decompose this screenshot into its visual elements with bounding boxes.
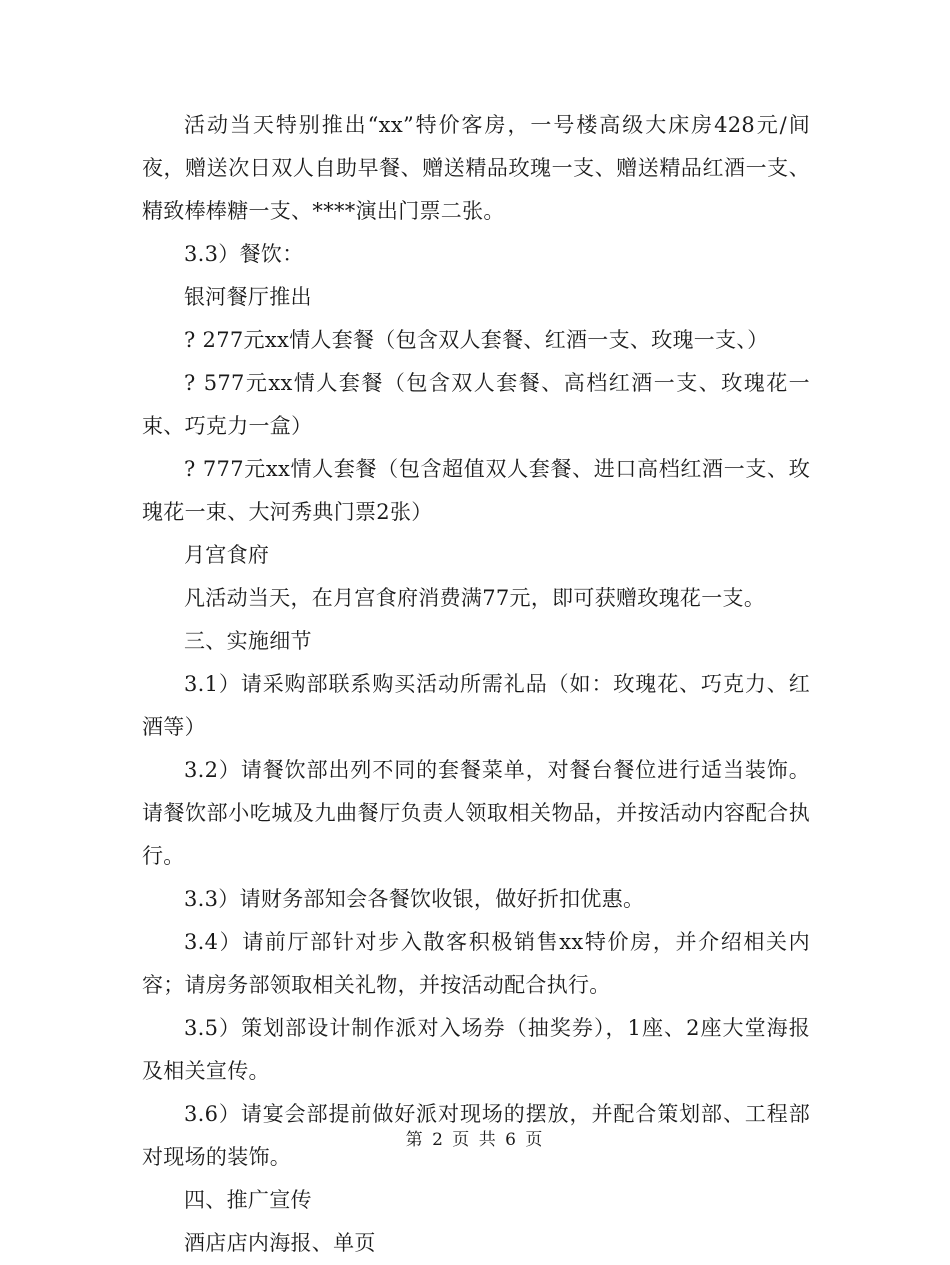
paragraph-item-3-2: 3.2）请餐饮部出列不同的套餐菜单，对餐台餐位进行适当装饰。请餐饮部小吃城及九曲餐厅负责人领取相关物品，并按活动内容配合执行。: [142, 758, 810, 868]
paragraph-package-777: ? 777元xx情人套餐（包含超值双人套餐、进口高档红酒一支、玫瑰花一束、大河秀典门票2张）: [142, 457, 810, 524]
paragraph-yuegong: 月宫食府: [184, 543, 270, 567]
paragraph-item-3-6: 3.6）请宴会部提前做好派对现场的摆放，并配合策划部、工程部对现场的装饰。: [142, 1102, 810, 1169]
page-number-footer: 第 2 页 共 6 页: [405, 1130, 545, 1150]
paragraph-promotion-materials: 酒店店内海报、单页: [184, 1231, 376, 1255]
paragraph-yinhe-restaurant: 银河餐厅推出: [184, 285, 312, 309]
section-heading-promotion: 四、推广宣传: [184, 1188, 312, 1212]
paragraph-package-277: ? 277元xx情人套餐（包含双人套餐、红酒一支、玫瑰一支、）: [184, 328, 769, 352]
paragraph-package-577: ? 577元xx情人套餐（包含双人套餐、高档红酒一支、玫瑰花一束、巧克力一盒）: [142, 371, 810, 438]
paragraph-special-rooms: 活动当天特别推出“xx”特价客房，一号楼高级大床房428元/间夜，赠送次日双人自助早餐、赠送精品玫瑰一支、赠送精品红酒一支、精致棒棒糖一支、****演出门票二张。: [142, 113, 810, 223]
paragraph-dining-heading: 3.3）餐饮：: [184, 242, 304, 266]
paragraph-item-3-5: 3.5）策划部设计制作派对入场券（抽奖券），1座、2座大堂海报及相关宣传。: [142, 1016, 810, 1083]
paragraph-yuegong-offer: 凡活动当天，在月宫食府消费满77元，即可获赠玫瑰花一支。: [184, 586, 766, 610]
paragraph-item-3-1: 3.1）请采购部联系购买活动所需礼品（如：玫瑰花、巧克力、红酒等）: [142, 672, 810, 739]
section-heading-implementation: 三、实施细节: [184, 629, 312, 653]
paragraph-item-3-3: 3.3）请财务部知会各餐饮收银，做好折扣优惠。: [184, 887, 645, 911]
paragraph-item-3-4: 3.4）请前厅部针对步入散客积极销售xx特价房，并介绍相关内容；请房务部领取相关礼物，并按活动配合执行。: [142, 930, 810, 997]
document-body: [142, 104, 810, 1265]
